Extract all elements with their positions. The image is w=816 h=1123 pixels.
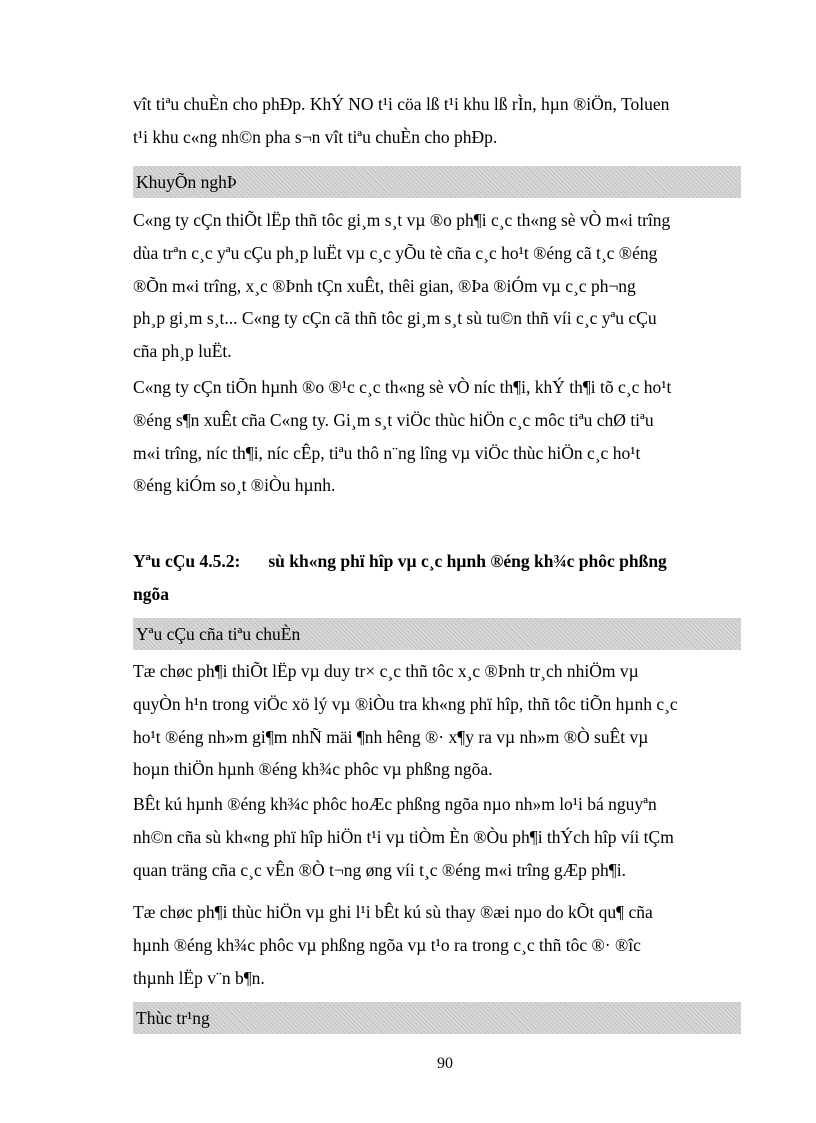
requirement-title-continued: ngõa: [133, 584, 169, 604]
requirement-title-line: [133, 545, 741, 578]
text-line: Tæ chøc ph¶i thiÕt lËp vµ duy tr× c¸c thñ tôc x¸c ®Þnh tr¸ch nhiÖm vµ: [133, 661, 639, 681]
text-line: C«ng ty cÇn tiÕn hµnh ®o ®¹c c¸c th«ng sè vÒ níc th¶i, khÝ th¶i tõ c¸c ho¹t: [133, 377, 672, 397]
section-heading-thuc-trang: [133, 1002, 741, 1034]
text-line: ®éng s¶n xuÊt cña C«ng ty. Gi¸m s¸t viÖc thùc hiÖn c¸c môc tiªu chØ tiªu: [133, 409, 654, 430]
text-line: nh©n cña sù kh«ng phï hîp hiÖn t¹i vµ tiÒm Èn ®Òu ph¶i thÝch hîp víi tÇm: [133, 826, 674, 847]
text-line: hµnh ®éng kh¾c phôc vµ phßng ngõa vµ t¹o ra trong c¸c thñ tôc ®· ®îc: [133, 934, 641, 955]
text-line: hoµn thiÖn hµnh ®éng kh¾c phôc vµ phßng ngõa.: [133, 759, 493, 780]
text-line: thµnh lËp v¨n b¶n.: [133, 967, 265, 988]
text-line: quyÒn h¹n trong viÖc xö lý vµ ®iÒu tra kh«ng phï hîp, thñ tôc tiÕn hµnh c¸c: [133, 693, 678, 714]
requirement-number: Yªu cÇu 4.5.2:: [133, 551, 241, 571]
recommendation-paragraph-1: [133, 204, 741, 368]
standard-paragraph-3: [133, 896, 741, 994]
standard-paragraph-2: [133, 788, 741, 886]
section-heading-text: KhuyÕn nghÞ: [136, 172, 237, 192]
intro-paragraph: [133, 88, 741, 154]
section-heading-text: Yªu cÇu cña tiªu chuÈn: [136, 624, 301, 644]
text-line: vît tiªu chuÈn cho phÐp. KhÝ NO t¹i cöa lß t¹i khu lß rÌn, hµn ®iÖn, Toluen: [133, 94, 670, 114]
text-line: ho¹t ®éng nh»m gi¶m nhÑ mäi ¶nh hêng ®· x¶y ra vµ nh»m ®Ò suÊt vµ: [133, 726, 649, 747]
text-line: C«ng ty cÇn thiÕt lËp thñ tôc gi¸m s¸t vµ ®o ph¶i c¸c th«ng sè vÒ m«i trîng: [133, 210, 671, 230]
requirement-heading: [133, 545, 741, 611]
text-line: m«i trîng, níc th¶i, níc cÊp, tiªu thô n¨ng lîng vµ viÖc thùc hiÖn c¸c ho¹t: [133, 442, 641, 463]
section-heading-khuyen-nghi: [133, 166, 741, 198]
section-heading-standard: [133, 618, 741, 650]
text-line: quan träng cña c¸c vÊn ®Ò t¬ng øng víi t¸c ®éng m«i trîng gÆp ph¶i.: [133, 859, 626, 880]
text-line: Tæ chøc ph¶i thùc hiÖn vµ ghi l¹i bÊt kú sù thay ®æi nµo do kÕt qu¶ cña: [133, 902, 653, 922]
requirement-title: sù kh«ng phï hîp vµ c¸c hµnh ®éng kh¾c phôc phßng: [268, 551, 667, 571]
text-line: cña ph¸p luËt.: [133, 341, 232, 362]
text-line: t¹i khu c«ng nh©n pha s¬n vît tiªu chuÈn cho phÐp.: [133, 126, 498, 147]
text-line: BÊt kú hµnh ®éng kh¾c phôc hoÆc phßng ngõa nµo nh»m lo¹i bá nguyªn: [133, 794, 657, 814]
text-line: ®Õn m«i trîng, x¸c ®Þnh tÇn xuÊt, thêi gian, ®Þa ®iÓm vµ c¸c ph¬ng: [133, 275, 636, 296]
standard-paragraph-1: [133, 655, 741, 786]
text-line: ®éng kiÓm so¸t ®iÒu hµnh.: [133, 475, 336, 496]
text-line: ph¸p gi¸m s¸t... C«ng ty cÇn cã thñ tôc gi¸m s¸t sù tu©n thñ víi c¸c yªu cÇu: [133, 308, 657, 329]
page-number: 90: [437, 1055, 453, 1072]
text-line: dùa trªn c¸c yªu cÇu ph¸p luËt vµ c¸c yÕu tè cña c¸c ho¹t ®éng cã t¸c ®éng: [133, 242, 658, 263]
section-heading-text: Thùc tr¹ng: [136, 1008, 210, 1028]
recommendation-paragraph-2: [133, 371, 741, 502]
